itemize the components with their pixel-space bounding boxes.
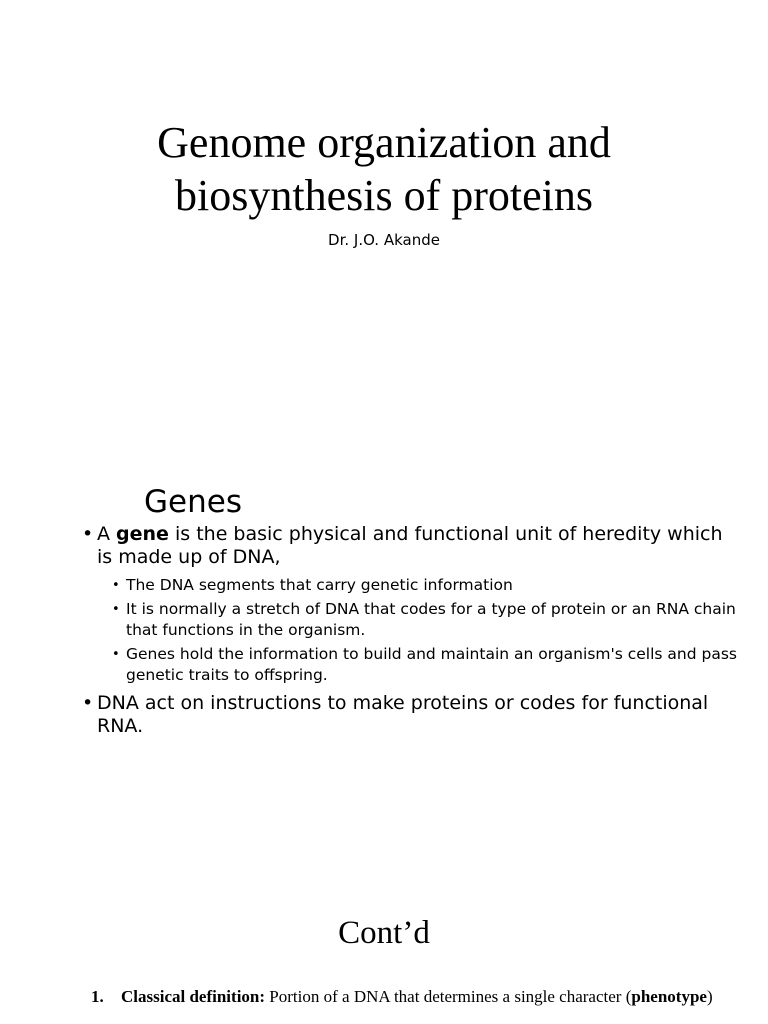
bullet-icon: • [82,523,94,545]
bullet-icon: • [112,647,120,662]
genes-bullet-list [81,523,741,744]
sub-bullet [81,575,741,596]
presentation-title [0,116,768,222]
bullet-text-rest: is the basic physical and functional unit of heredity which is made up of DNA, [97,523,723,568]
bullet-icon: • [82,692,94,714]
sub-bullet-text: It is normally a stretch of DNA that codes for a type of protein or an RNA chain that functions in the organism. [126,600,736,639]
definition-close: ) [706,987,713,1006]
bullet-icon: • [112,602,120,617]
definition-label: Classical definition: [121,987,266,1006]
bullet-dna-instructions [81,692,741,738]
sub-bullet [81,644,741,686]
definition-list [91,986,731,1007]
sub-bullet-text: Genes hold the information to build and maintain an organism's cells and pass genetic traits to offspring. [126,645,738,684]
slide-heading-genes: Genes [144,484,242,520]
slide-heading-contd: Cont’d [338,915,430,951]
author-name: Dr. J.O. Akande [328,231,440,249]
bullet-text-prefix: A [97,523,117,545]
genes-slide [0,400,768,890]
bullet-gene-definition [81,523,741,569]
title-line-2: biosynthesis of proteins [175,171,593,220]
definition-bold-term: phenotype [631,987,707,1006]
item-number: 1. [91,987,104,1006]
bullet-bold-term: gene [116,523,169,545]
bullet-text: DNA act on instructions to make proteins or codes for functional RNA. [97,692,709,737]
definition-text: Portion of a DNA that determines a single character ( [265,987,632,1006]
sub-bullet-text: The DNA segments that carry genetic information [126,576,513,594]
genes-sub-bullet-list [81,575,741,686]
contd-slide [0,890,768,1024]
title-line-1: Genome organization and [157,118,611,167]
bullet-icon: • [112,578,120,593]
sub-bullet [81,599,741,641]
definition-item [91,986,731,1007]
title-slide [0,0,768,400]
